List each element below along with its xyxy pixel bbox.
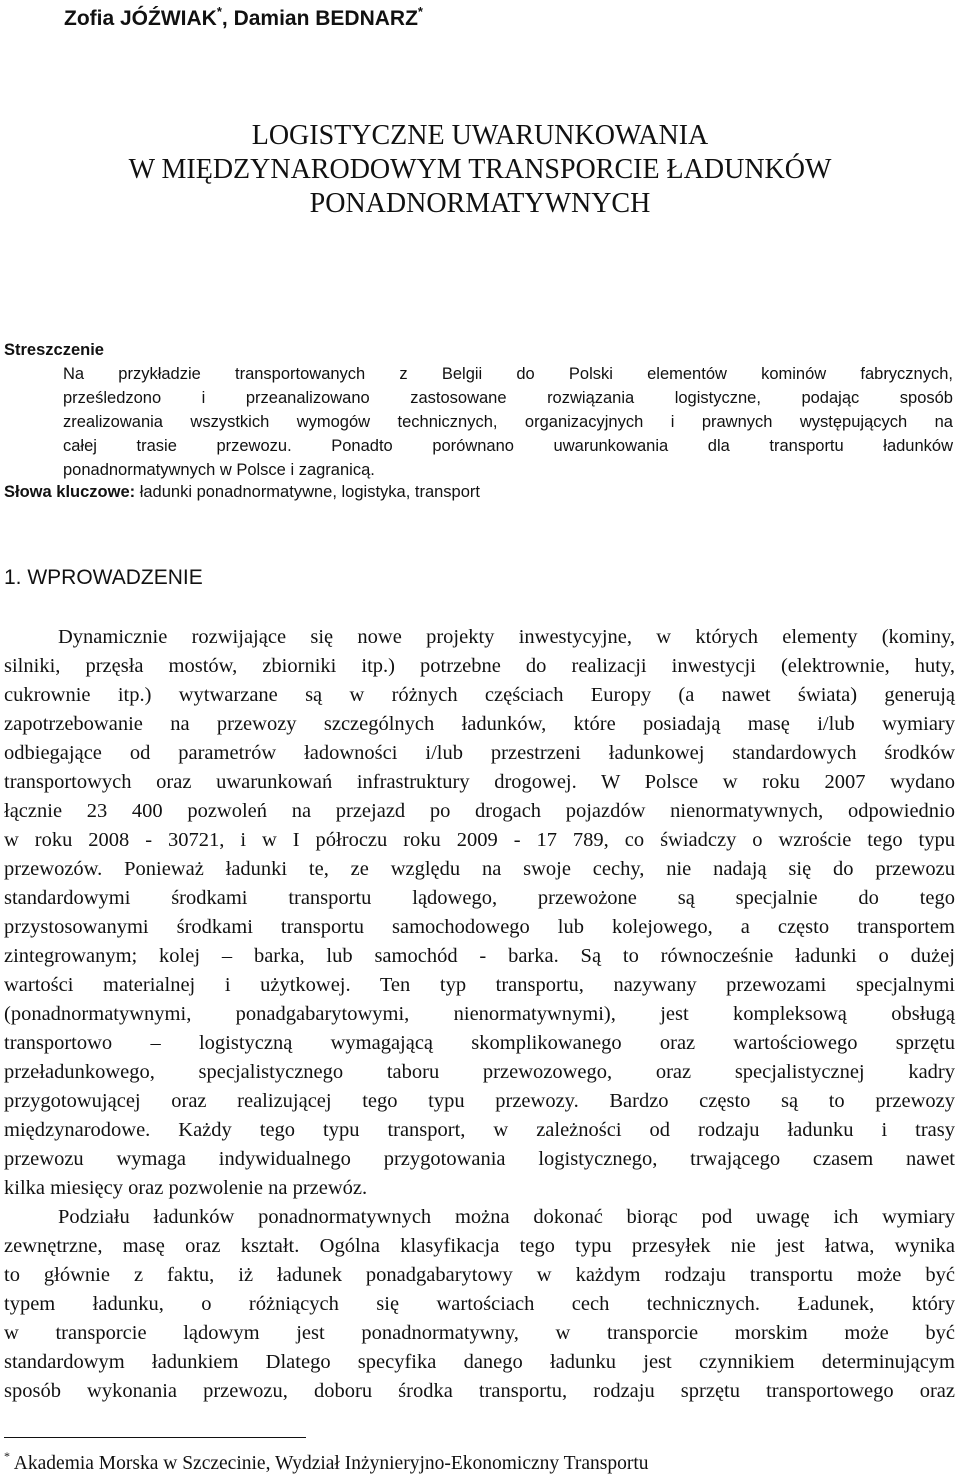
abstract-heading: Streszczenie	[4, 341, 104, 359]
author-name: Damian BEDNARZ	[233, 7, 418, 30]
footnote	[4, 1449, 649, 1475]
title-line: PONADNORMATYWNYCH	[309, 188, 651, 219]
body-line: przewozów. Ponieważ ładunki te, ze względu na swoje cechy, nie nadają się do przewozu	[4, 858, 955, 880]
title-line: W MIĘDZYNARODOWYM TRANSPORCIE ŁADUNKÓW	[128, 154, 832, 185]
abstract-line: zrealizowania wszystkich wymogów technicznych, organizacyjnych i prawnych występujących na	[63, 413, 953, 431]
title-line: LOGISTYCZNE UWARUNKOWANIA	[251, 120, 709, 151]
authors-line	[64, 4, 423, 31]
body-line: zintegrowanym; kolej – barka, lub samochód - barka. Są to równocześnie ładunki o dużej	[4, 945, 955, 967]
body-line: łącznie 23 400 pozwoleń na przejazd po drogach pojazdów nienormatywnych, odpowiednio	[4, 800, 955, 822]
body-line: przystosowanymi środkami transportu samochodowego lub kolejowego, a często transportem	[4, 916, 955, 938]
body-line: transportowych oraz uwarunkowań infrastruktury drogowej. W Polsce w roku 2007 wydano	[4, 771, 955, 793]
paper-title	[0, 119, 960, 221]
body-line: silniki, przęsła mostów, zbiorniki itp.) potrzebne do realizacji inwestycji (elektrownie, huty,	[4, 655, 955, 677]
body-line: wartości materialnej i użytkowej. Ten typ transportu, nazywany przewozami specjalnymi	[4, 974, 955, 996]
body-line: cukrownie itp.) wytwarzane są w różnych częściach Europy (a nawet świata) generują	[4, 684, 955, 706]
body-line: to głównie z faktu, iż ładunek ponadgabarytowy w każdym rodzaju transportu może być	[4, 1264, 955, 1286]
abstract-line: Na przykładzie transportowanych z Belgii do Polski elementów kominów fabrycznych,	[63, 365, 953, 383]
body-line: w transporcie lądowym jest ponadnormatywny, w transporcie morskim może być	[4, 1322, 955, 1344]
body-line: zewnętrzne, masę oraz kształt. Ogólna klasyfikacja tego typu przesyłek nie jest łatwa, wynika	[4, 1235, 955, 1257]
body-line: standardowym ładunkiem Dlatego specyfika danego ładunku jest czynnikiem determinującym	[4, 1351, 955, 1373]
abstract-line: ponadnormatywnych w Polsce i zagranicą.	[63, 461, 375, 479]
body-line: (ponadnormatywnymi, ponadgabarytowymi, nienormatywnymi), jest kompleksową obsługą	[4, 1003, 955, 1025]
footnote-text: Akademia Morska w Szczecinie, Wydział Inżynieryjno-Ekonomiczny Transportu	[10, 1453, 649, 1474]
abstract-line: całej trasie przewozu. Ponadto porównano uwarunkowania dla transportu ładunków	[63, 437, 953, 455]
body-line: Podziału ładunków ponadnormatywnych można dokonać biorąc pod uwagę ich wymiary	[58, 1206, 955, 1228]
body-line: zapotrzebowanie na przewozy szczególnych ładunków, które posiadają masę i/lub wymiary	[4, 713, 955, 735]
body-line: kilka miesięcy oraz pozwolenie na przewóz.	[4, 1177, 368, 1199]
keywords-label: Słowa kluczowe:	[4, 483, 136, 501]
body-line: przygotowującej oraz realizującej tego typu przewozy. Bardzo często są to przewozy	[4, 1090, 955, 1112]
body-line: transportowo – logistyczną wymagającą skomplikowanego oraz wartościowego sprzętu	[4, 1032, 955, 1054]
affiliation-mark: *	[417, 4, 423, 19]
body-line: odbiegające od parametrów ładowności i/lub przestrzeni ładunkowej standardowych środków	[4, 742, 955, 764]
body-line: typem ładunku, o różniących się wartościach cech technicznych. Ładunek, który	[4, 1293, 955, 1315]
body-line: Dynamicznie rozwijające się nowe projekty inwestycyjne, w których elementy (kominy,	[58, 626, 955, 648]
body-line: standardowymi środkami transportu lądowego, przewożone są specjalnie do tego	[4, 887, 955, 909]
body-line: przewozu wymaga indywidualnego przygotowania logistycznego, trwającego czasem nawet	[4, 1148, 955, 1170]
abstract-line: prześledzono i przeanalizowano zastosowane rozwiązania logistyczne, podając sposób	[63, 389, 953, 407]
footnote-mark: *	[4, 1449, 10, 1463]
footnote-separator	[4, 1437, 306, 1438]
author-separator: ,	[221, 7, 234, 30]
body-line: przeładunkowego, specjalistycznego taboru przewozowego, oraz specjalistycznej kadry	[4, 1061, 955, 1083]
keywords-line	[4, 483, 480, 502]
author-name: Zofia JÓŹWIAK	[64, 7, 217, 30]
body-line: sposób wykonania przewozu, doboru środka transportu, rodzaju sprzętu transportowego oraz	[4, 1380, 955, 1402]
section-heading: 1. WPROWADZENIE	[4, 566, 203, 589]
body-line: międzynarodowe. Każdy tego typu transport, w zależności od rodzaju ładunku i trasy	[4, 1119, 955, 1141]
body-line: w roku 2008 - 30721, i w I półroczu roku 2009 - 17 789, co świadczy o wzroście tego typu	[4, 829, 955, 851]
affiliation-mark: *	[216, 4, 222, 19]
keywords-text: ładunki ponadnormatywne, logistyka, transport	[135, 483, 480, 501]
